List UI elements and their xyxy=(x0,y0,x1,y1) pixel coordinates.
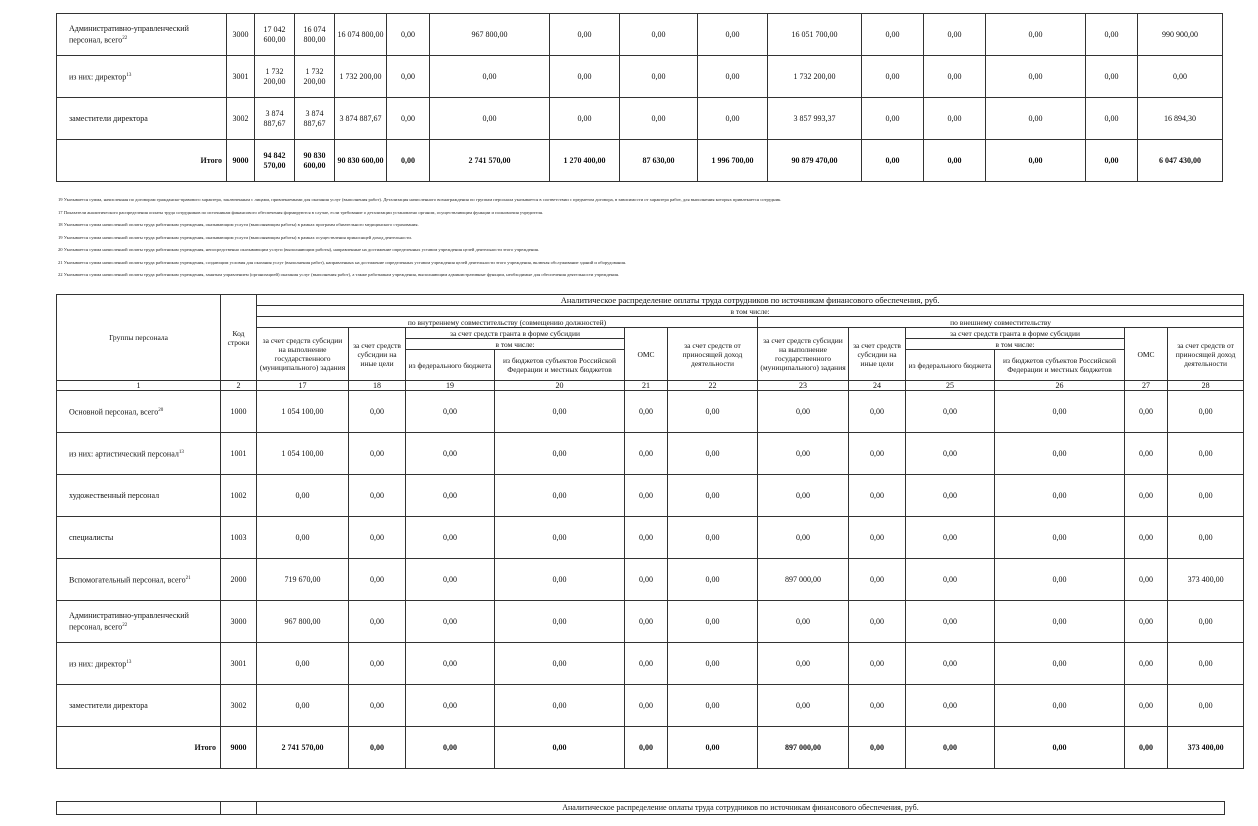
value-cell: 0,00 xyxy=(849,685,906,727)
row-label xyxy=(57,56,227,98)
value-cell: 3 874 887,67 xyxy=(295,98,335,140)
value-cell: 0,00 xyxy=(995,475,1125,517)
value-cell: 0,00 xyxy=(625,601,668,643)
value-cell: 0,00 xyxy=(906,727,995,769)
subsidy-other-header: за счет средств субсидии на иные цели xyxy=(849,328,906,381)
value-cell: 0,00 xyxy=(698,14,768,56)
column-number: 1 xyxy=(57,381,221,391)
grant-incl-header: в том числе: xyxy=(906,339,1125,350)
value-cell: 0,00 xyxy=(430,56,550,98)
subsidy-state-header: за счет средств субсидии на выполнение государственного (муниципального) задания xyxy=(758,328,849,381)
value-cell: 0,00 xyxy=(849,601,906,643)
value-cell: 0,00 xyxy=(906,517,995,559)
row-label xyxy=(57,475,221,517)
footnote-ref: 13 xyxy=(126,72,132,78)
value-cell: 16 074 800,00 xyxy=(335,14,387,56)
value-cell: 0,00 xyxy=(849,643,906,685)
value-cell: 0,00 xyxy=(387,98,430,140)
value-cell: 0,00 xyxy=(924,56,986,98)
footnote: 20 Указывается сумма начисленной оплаты труда работникам учреждения, непосредственно оказывающим услуги (выполняющим работы), направленные на достижение определенных уставом учреждения целей деятельности этого учреждения. xyxy=(58,247,540,252)
value-cell: 6 047 430,00 xyxy=(1138,140,1223,182)
value-cell: 373 400,00 xyxy=(1168,727,1244,769)
value-cell: 1 270 400,00 xyxy=(550,140,620,182)
table-row xyxy=(57,140,1223,182)
value-cell: 0,00 xyxy=(995,601,1125,643)
value-cell: 0,00 xyxy=(387,56,430,98)
value-cell: 0,00 xyxy=(1168,601,1244,643)
value-cell: 0,00 xyxy=(1168,433,1244,475)
value-cell: 0,00 xyxy=(698,98,768,140)
value-cell: 719 670,00 xyxy=(257,559,349,601)
footnote: 18 Указывается сумма начисленной оплаты труда работникам учреждения, оказывающим услуги (выполняющим работы) в рамках программ обязательного медицинского страхования. xyxy=(58,222,419,227)
value-cell: 0,00 xyxy=(758,601,849,643)
grant-header: за счет средств гранта в форме субсидии xyxy=(406,328,625,339)
column-number: 22 xyxy=(668,381,758,391)
row-label-text: специалисты xyxy=(69,532,114,542)
code-header: Код строки xyxy=(221,295,257,381)
value-cell: 0,00 xyxy=(668,643,758,685)
value-cell: 0,00 xyxy=(986,140,1086,182)
value-cell: 0,00 xyxy=(625,433,668,475)
value-cell: 0,00 xyxy=(430,98,550,140)
next-table-title: Аналитическое распределение оплаты труда сотрудников по источникам финансового обеспечения, руб. xyxy=(257,802,1225,815)
table-row xyxy=(57,14,1223,56)
value-cell: 0,00 xyxy=(986,56,1086,98)
value-cell: 0,00 xyxy=(349,601,406,643)
value-cell: 0,00 xyxy=(924,140,986,182)
row-label xyxy=(57,727,221,769)
value-cell: 0,00 xyxy=(1168,475,1244,517)
value-cell: 0,00 xyxy=(625,391,668,433)
row-label xyxy=(57,559,221,601)
value-cell: 0,00 xyxy=(906,643,995,685)
table-row xyxy=(57,56,1223,98)
row-code: 3000 xyxy=(221,601,257,643)
footnote: 21 Указывается сумма начисленной оплаты труда работникам учреждения, создающим условия для оказания услуг (выполнения работ), направленных на достижение определенных уставом учреждения целей деятельности этого учреждения, включая обслуживание зданий и оборудования. xyxy=(58,259,627,265)
value-cell: 87 630,00 xyxy=(620,140,698,182)
value-cell: 3 857 993,37 xyxy=(768,98,862,140)
value-cell: 0,00 xyxy=(986,98,1086,140)
column-number: 18 xyxy=(349,381,406,391)
value-cell: 0,00 xyxy=(406,727,495,769)
row-label-text: Итого xyxy=(194,742,216,752)
row-label-text: Итого xyxy=(200,155,222,165)
value-cell: 0,00 xyxy=(906,391,995,433)
row-label-text: художественный персонал xyxy=(69,490,160,500)
oms-header: ОМС xyxy=(1125,328,1168,381)
row-code: 1000 xyxy=(221,391,257,433)
value-cell: 0,00 xyxy=(257,475,349,517)
value-cell: 0,00 xyxy=(406,433,495,475)
value-cell: 0,00 xyxy=(406,643,495,685)
value-cell: 0,00 xyxy=(550,98,620,140)
value-cell: 90 879 470,00 xyxy=(768,140,862,182)
row-code: 1002 xyxy=(221,475,257,517)
value-cell: 0,00 xyxy=(1125,559,1168,601)
value-cell: 0,00 xyxy=(349,391,406,433)
value-cell: 0,00 xyxy=(620,14,698,56)
row-label-text: из них: артистический персонал xyxy=(69,449,179,459)
footnote-ref: 20 xyxy=(158,407,164,413)
row-label xyxy=(57,391,221,433)
value-cell: 0,00 xyxy=(1086,56,1138,98)
value-cell: 0,00 xyxy=(995,643,1125,685)
value-cell: 0,00 xyxy=(1138,56,1223,98)
income-header: за счет средств от приносящей доход деятельности xyxy=(1168,328,1244,381)
value-cell: 1 732 200,00 xyxy=(255,56,295,98)
row-label-text: заместители директора xyxy=(69,700,148,710)
value-cell: 0,00 xyxy=(257,685,349,727)
value-cell: 0,00 xyxy=(1168,391,1244,433)
value-cell: 0,00 xyxy=(668,475,758,517)
footnote: 19 Указывается сумма начисленной оплаты труда работникам учреждения, оказывающим услуги (выполняющим работы) в рамках осуществления приносящей доход деятельности. xyxy=(58,234,413,240)
value-cell: 0,00 xyxy=(906,685,995,727)
row-label xyxy=(57,140,227,182)
value-cell: 0,00 xyxy=(349,559,406,601)
value-cell: 0,00 xyxy=(625,685,668,727)
value-cell: 897 000,00 xyxy=(758,727,849,769)
value-cell: 0,00 xyxy=(1125,643,1168,685)
grant-incl-header: в том числе: xyxy=(406,339,625,350)
value-cell: 0,00 xyxy=(495,727,625,769)
row-label-text: из них: директор xyxy=(69,72,127,82)
table-row xyxy=(57,685,1244,727)
value-cell: 0,00 xyxy=(1125,391,1168,433)
value-cell: 0,00 xyxy=(349,475,406,517)
value-cell: 0,00 xyxy=(668,433,758,475)
value-cell: 0,00 xyxy=(495,601,625,643)
row-code: 3002 xyxy=(221,685,257,727)
value-cell: 16 074 800,00 xyxy=(295,14,335,56)
value-cell: 0,00 xyxy=(349,685,406,727)
value-cell: 0,00 xyxy=(668,391,758,433)
footnote: 22 Указывается сумма начисленной оплаты труда работникам учреждения, занятым управлением (организацией) оказания услуг (выполнения работ), а также работникам учреждения, выполняющим административные функции, необходимые для обеспечения деятельности учреждения. xyxy=(58,272,620,277)
value-cell: 0,00 xyxy=(849,517,906,559)
row-label xyxy=(57,517,221,559)
oms-header: ОМС xyxy=(625,328,668,381)
value-cell: 0,00 xyxy=(862,98,924,140)
value-cell: 0,00 xyxy=(495,643,625,685)
value-cell: 897 000,00 xyxy=(758,559,849,601)
row-label xyxy=(57,14,227,56)
value-cell: 0,00 xyxy=(1168,643,1244,685)
row-label-text: Вспомогательный персонал, всего xyxy=(69,575,186,585)
value-cell: 0,00 xyxy=(349,727,406,769)
value-cell: 0,00 xyxy=(1168,685,1244,727)
value-cell: 0,00 xyxy=(1125,727,1168,769)
value-cell: 3 874 887,67 xyxy=(255,98,295,140)
row-label-text: Административно-управленческий персонал, всего xyxy=(69,23,189,45)
row-label xyxy=(57,601,221,643)
value-cell: 0,00 xyxy=(406,601,495,643)
row-code: 3001 xyxy=(221,643,257,685)
column-number: 27 xyxy=(1125,381,1168,391)
value-cell: 0,00 xyxy=(406,391,495,433)
value-cell: 0,00 xyxy=(387,140,430,182)
analytics-table xyxy=(56,294,1244,769)
value-cell: 1 054 100,00 xyxy=(257,391,349,433)
row-code: 2000 xyxy=(221,559,257,601)
value-cell: 0,00 xyxy=(758,517,849,559)
value-cell: 0,00 xyxy=(406,475,495,517)
value-cell: 0,00 xyxy=(620,56,698,98)
column-number: 21 xyxy=(625,381,668,391)
value-cell: 0,00 xyxy=(1086,14,1138,56)
value-cell: 0,00 xyxy=(550,56,620,98)
row-code: 1001 xyxy=(221,433,257,475)
table-row xyxy=(57,391,1244,433)
value-cell: 967 800,00 xyxy=(257,601,349,643)
groups-header: Группы персонала xyxy=(57,295,221,381)
value-cell: 0,00 xyxy=(495,391,625,433)
value-cell: 90 830 600,00 xyxy=(295,140,335,182)
column-number: 26 xyxy=(995,381,1125,391)
footnote-ref: 21 xyxy=(185,575,191,581)
value-cell: 2 741 570,00 xyxy=(257,727,349,769)
row-label-text: заместители директора xyxy=(69,113,148,123)
value-cell: 0,00 xyxy=(257,517,349,559)
value-cell: 17 042 600,00 xyxy=(255,14,295,56)
value-cell: 0,00 xyxy=(668,727,758,769)
federal-header: из федерального бюджета xyxy=(906,350,995,381)
value-cell: 0,00 xyxy=(758,685,849,727)
federal-header: из федерального бюджета xyxy=(406,350,495,381)
value-cell: 0,00 xyxy=(924,14,986,56)
value-cell: 967 800,00 xyxy=(430,14,550,56)
value-cell: 94 842 570,00 xyxy=(255,140,295,182)
value-cell: 0,00 xyxy=(1125,517,1168,559)
value-cell: 0,00 xyxy=(349,433,406,475)
footnote-ref: 22 xyxy=(122,622,128,628)
column-number: 17 xyxy=(257,381,349,391)
value-cell: 0,00 xyxy=(257,643,349,685)
value-cell: 0,00 xyxy=(849,727,906,769)
value-cell: 90 830 600,00 xyxy=(335,140,387,182)
value-cell: 0,00 xyxy=(625,643,668,685)
value-cell: 373 400,00 xyxy=(1168,559,1244,601)
column-number: 2 xyxy=(221,381,257,391)
regional-header: из бюджетов субъектов Российской Федерации и местных бюджетов xyxy=(495,350,625,381)
value-cell: 0,00 xyxy=(995,559,1125,601)
row-label xyxy=(57,643,221,685)
footnote-ref: 13 xyxy=(178,449,184,455)
table-row xyxy=(57,559,1244,601)
value-cell: 3 874 887,67 xyxy=(335,98,387,140)
value-cell: 0,00 xyxy=(495,685,625,727)
column-number: 24 xyxy=(849,381,906,391)
value-cell: 0,00 xyxy=(758,433,849,475)
value-cell: 16 051 700,00 xyxy=(768,14,862,56)
value-cell: 0,00 xyxy=(906,601,995,643)
value-cell: 0,00 xyxy=(349,643,406,685)
value-cell: 2 741 570,00 xyxy=(430,140,550,182)
value-cell: 0,00 xyxy=(620,98,698,140)
value-cell: 0,00 xyxy=(1125,601,1168,643)
value-cell: 0,00 xyxy=(668,685,758,727)
value-cell: 0,00 xyxy=(906,433,995,475)
income-header: за счет средств от приносящей доход деятельности xyxy=(668,328,758,381)
value-cell: 1 054 100,00 xyxy=(257,433,349,475)
value-cell: 0,00 xyxy=(995,517,1125,559)
value-cell: 0,00 xyxy=(495,475,625,517)
value-cell: 0,00 xyxy=(1168,517,1244,559)
incl-header: в том числе: xyxy=(257,306,1244,317)
value-cell: 0,00 xyxy=(995,391,1125,433)
value-cell: 0,00 xyxy=(1125,685,1168,727)
value-cell: 0,00 xyxy=(1125,433,1168,475)
value-cell: 0,00 xyxy=(495,433,625,475)
row-code: 9000 xyxy=(221,727,257,769)
value-cell: 0,00 xyxy=(406,517,495,559)
value-cell: 0,00 xyxy=(758,391,849,433)
value-cell: 0,00 xyxy=(495,517,625,559)
row-code: 3001 xyxy=(227,56,255,98)
row-code: 1003 xyxy=(221,517,257,559)
value-cell: 0,00 xyxy=(924,98,986,140)
next-table xyxy=(56,801,1225,815)
row-code: 3002 xyxy=(227,98,255,140)
value-cell: 0,00 xyxy=(995,727,1125,769)
value-cell: 0,00 xyxy=(406,685,495,727)
column-number: 23 xyxy=(758,381,849,391)
table-row xyxy=(57,98,1223,140)
grant-header: за счет средств гранта в форме субсидии xyxy=(906,328,1125,339)
value-cell: 0,00 xyxy=(698,56,768,98)
table-row xyxy=(57,643,1244,685)
row-label xyxy=(57,98,227,140)
value-cell: 1 996 700,00 xyxy=(698,140,768,182)
table-row xyxy=(57,601,1244,643)
value-cell: 0,00 xyxy=(625,517,668,559)
value-cell: 0,00 xyxy=(906,559,995,601)
value-cell: 0,00 xyxy=(550,14,620,56)
value-cell: 0,00 xyxy=(668,559,758,601)
value-cell: 0,00 xyxy=(625,475,668,517)
value-cell: 0,00 xyxy=(849,559,906,601)
value-cell: 0,00 xyxy=(406,559,495,601)
value-cell: 0,00 xyxy=(387,14,430,56)
value-cell: 0,00 xyxy=(495,559,625,601)
value-cell: 1 732 200,00 xyxy=(768,56,862,98)
value-cell: 0,00 xyxy=(349,517,406,559)
value-cell: 0,00 xyxy=(1086,140,1138,182)
value-cell: 0,00 xyxy=(849,433,906,475)
value-cell: 0,00 xyxy=(862,56,924,98)
column-number: 25 xyxy=(906,381,995,391)
value-cell: 0,00 xyxy=(849,391,906,433)
column-number: 19 xyxy=(406,381,495,391)
footnote-ref: 22 xyxy=(122,35,128,41)
table-row xyxy=(57,475,1244,517)
row-code: 9000 xyxy=(227,140,255,182)
value-cell: 0,00 xyxy=(1125,475,1168,517)
value-cell: 0,00 xyxy=(906,475,995,517)
footnotes xyxy=(58,197,1218,285)
row-code: 3000 xyxy=(227,14,255,56)
row-label xyxy=(57,433,221,475)
table-title: Аналитическое распределение оплаты труда сотрудников по источникам финансового обеспечения, руб. xyxy=(257,295,1244,306)
value-cell: 0,00 xyxy=(625,559,668,601)
column-number: 28 xyxy=(1168,381,1244,391)
value-cell: 1 732 200,00 xyxy=(295,56,335,98)
value-cell: 1 732 200,00 xyxy=(335,56,387,98)
value-cell: 0,00 xyxy=(986,14,1086,56)
table-row xyxy=(57,517,1244,559)
value-cell: 0,00 xyxy=(758,475,849,517)
footnote: 17 Показатели аналитического распределения оплаты труда сотрудников по источникам финансового обеспечения формируются в случае, если требование о детализации установлено органом, осуществляющим функции и полномочия учредителя. xyxy=(58,209,544,215)
footnote-ref: 13 xyxy=(126,659,132,665)
subsidy-other-header: за счет средств субсидии на иные цели xyxy=(349,328,406,381)
value-cell: 0,00 xyxy=(625,727,668,769)
column-number: 20 xyxy=(495,381,625,391)
value-cell: 990 900,00 xyxy=(1138,14,1223,56)
row-label-text: Основной персонал, всего xyxy=(69,407,159,417)
value-cell: 0,00 xyxy=(668,601,758,643)
value-cell: 0,00 xyxy=(995,685,1125,727)
row-label-text: Административно-управленческий персонал, всего xyxy=(69,610,189,632)
top-table xyxy=(56,13,1223,182)
value-cell: 0,00 xyxy=(1086,98,1138,140)
external-header: по внешнему совместительству xyxy=(758,317,1244,328)
value-cell: 0,00 xyxy=(758,643,849,685)
value-cell: 0,00 xyxy=(862,140,924,182)
value-cell: 16 894,30 xyxy=(1138,98,1223,140)
regional-header: из бюджетов субъектов Российской Федерации и местных бюджетов xyxy=(995,350,1125,381)
footnote: 19 Указывается сумма, начисленная по договорам гражданско-правового характера, заключенным с лицами, привлекаемыми для оказания услуг (выполнения работ). Детализация начисленного вознаграждения по группам персонала указывается в соответствии с предметом договора, в зависимости от характера работ, для выполнения которых привлекается сотрудник. xyxy=(58,197,782,202)
subsidy-state-header: за счет средств субсидии на выполнение государственного (муниципального) задания xyxy=(257,328,349,381)
internal-header: по внутреннему совместительству (совмещению должностей) xyxy=(257,317,758,328)
table-row xyxy=(57,727,1244,769)
value-cell: 0,00 xyxy=(849,475,906,517)
table-row xyxy=(57,433,1244,475)
row-label xyxy=(57,685,221,727)
value-cell: 0,00 xyxy=(995,433,1125,475)
value-cell: 0,00 xyxy=(862,14,924,56)
row-label-text: из них: директор xyxy=(69,659,127,669)
value-cell: 0,00 xyxy=(668,517,758,559)
